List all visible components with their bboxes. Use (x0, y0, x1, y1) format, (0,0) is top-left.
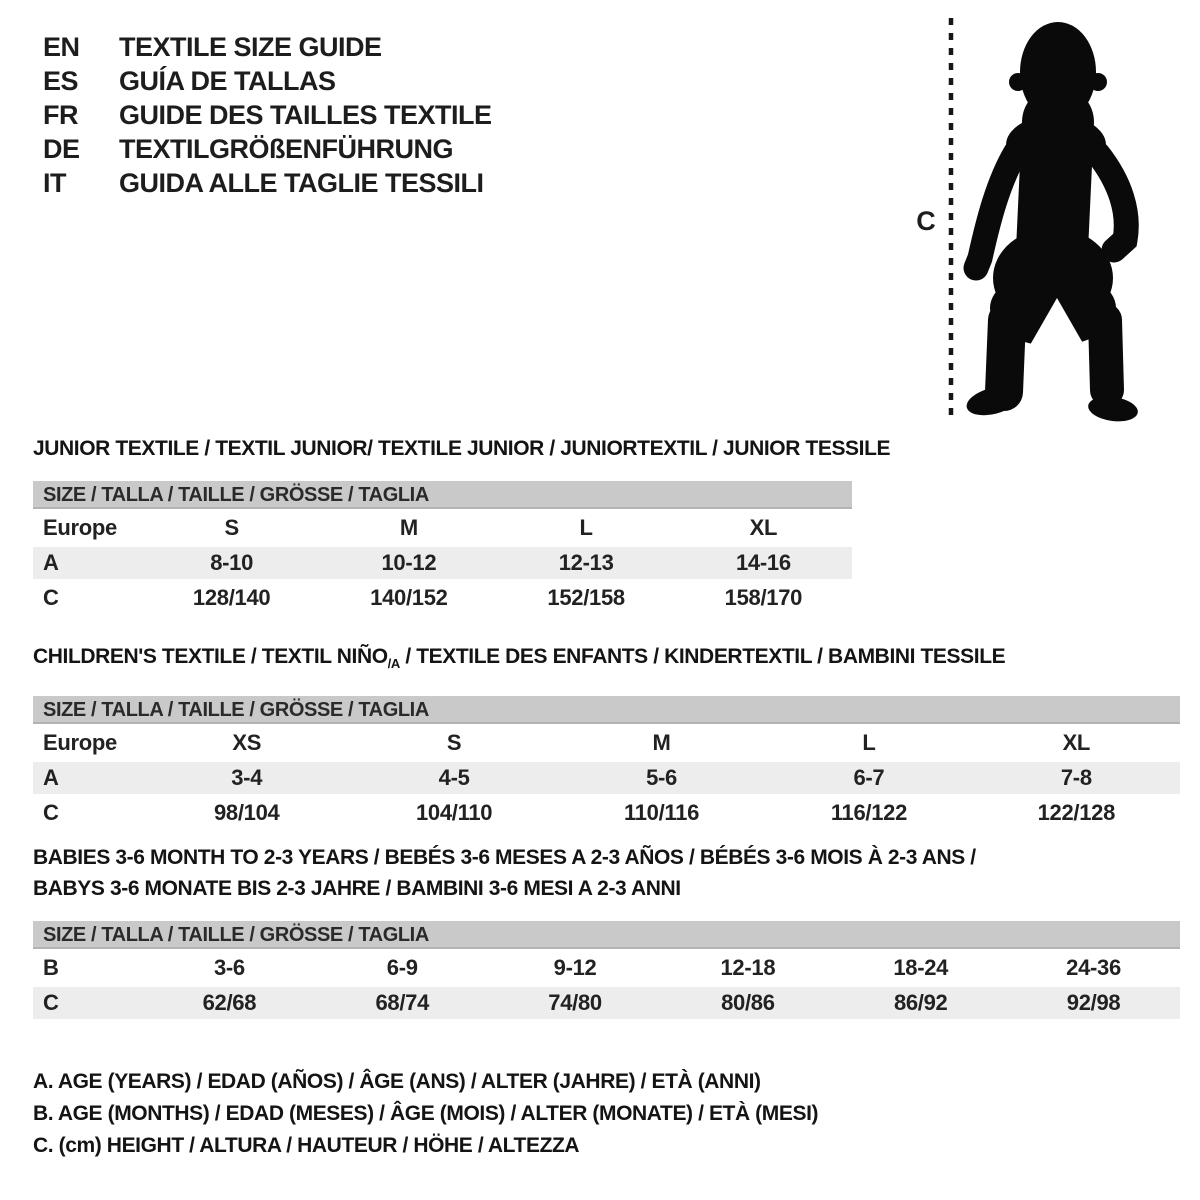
guide-title: GUÍA DE TALLAS (119, 66, 336, 96)
age-cell: 8-10 (210, 550, 254, 575)
height-cell: 104/110 (416, 800, 493, 825)
row-label: Europe (43, 515, 117, 540)
table-row (33, 582, 852, 614)
size-cell: L (862, 730, 876, 755)
language-row (43, 166, 492, 200)
guide-title: TEXTILE SIZE GUIDE (119, 32, 382, 62)
age-cell: 6-7 (853, 765, 885, 790)
language-code: ES (43, 66, 79, 96)
age-cell: 12-13 (558, 550, 614, 575)
section-title-subscript: /A (387, 656, 400, 671)
height-cell: 140/152 (370, 585, 448, 610)
table-row (33, 762, 1180, 794)
guide-title: GUIDA ALLE TAGLIE TESSILI (119, 168, 484, 198)
age-cell: 12-18 (720, 955, 776, 980)
section-title: JUNIOR TEXTILE / TEXTIL JUNIOR/ TEXTILE JUNIOR / JUNIORTEXTIL / JUNIOR TESSILE (33, 437, 891, 460)
size-cell: XL (1062, 730, 1091, 755)
section-title (33, 645, 1180, 676)
language-row (43, 64, 492, 98)
section-title-line2: BABYS 3-6 MONATE BIS 2-3 JAHRE / BAMBINI 3-6 MESI A 2-3 ANNI (33, 877, 681, 900)
height-measure-label: C (916, 206, 936, 236)
section-babies-textile (33, 846, 1180, 1019)
height-cell: 92/98 (1066, 990, 1121, 1015)
height-cell: 110/116 (624, 800, 700, 825)
guide-title: TEXTILGRÖßENFÜHRUNG (119, 134, 453, 164)
table-row (33, 727, 1180, 759)
height-cell: 68/74 (375, 990, 430, 1015)
table-row (33, 987, 1180, 1019)
language-row (43, 30, 492, 64)
size-header-bar: SIZE / TALLA / TAILLE / GRÖSSE / TAGLIA (33, 696, 1180, 724)
age-cell: 9-12 (553, 955, 597, 980)
language-row (43, 98, 492, 132)
height-cell: 116/122 (830, 800, 908, 825)
height-cell: 62/68 (202, 990, 257, 1015)
age-cell: 7-8 (1060, 765, 1092, 790)
age-cell: 10-12 (381, 550, 437, 575)
language-code: IT (43, 168, 66, 198)
age-cell: 24-36 (1066, 955, 1121, 980)
row-label: C (43, 800, 59, 825)
age-cell: 5-6 (646, 765, 677, 790)
row-label: A (43, 765, 59, 790)
language-row (43, 132, 492, 166)
size-cell: XS (232, 730, 262, 755)
height-cell: 158/170 (724, 585, 803, 610)
height-cell: 152/158 (547, 585, 625, 610)
height-cell: 80/86 (721, 990, 775, 1015)
section-title-line1: BABIES 3-6 MONTH TO 2-3 YEARS / BEBÉS 3-6 MESES A 2-3 AÑOS / BÉBÉS 3-6 MOIS À 2-3 ANS / (33, 846, 976, 869)
table-row (33, 952, 1180, 984)
size-cell: XL (749, 515, 778, 540)
row-label: A (43, 550, 59, 575)
size-cell: M (399, 515, 418, 540)
table-row (33, 512, 852, 544)
size-header-bar: SIZE / TALLA / TAILLE / GRÖSSE / TAGLIA (33, 481, 852, 509)
section-title-rest: / TEXTILE DES ENFANTS / KINDERTEXTIL / BAMBINI TESSILE (399, 645, 1006, 668)
footnote-b: B. AGE (MONTHS) / EDAD (MESES) / ÂGE (MOIS) / ALTER (MONATE) / ETÀ (MESI) (33, 1102, 819, 1125)
language-guide-list (43, 30, 492, 200)
language-code: DE (43, 134, 80, 164)
toddler-silhouette-icon (900, 10, 1160, 425)
table-row (33, 547, 852, 579)
footnote-c: C. (cm) HEIGHT / ALTURA / HAUTEUR / HÖHE / ALTEZZA (33, 1134, 580, 1157)
age-cell: 14-16 (735, 550, 791, 575)
language-code: FR (43, 100, 78, 130)
size-cell: L (579, 515, 593, 540)
height-cell: 128/140 (192, 585, 271, 610)
height-cell: 98/104 (213, 800, 280, 825)
height-cell: 122/128 (1037, 800, 1116, 825)
row-label: C (43, 585, 59, 610)
footnote-a: A. AGE (YEARS) / EDAD (AÑOS) / ÂGE (ANS) / ALTER (JAHRE) / ETÀ (ANNI) (33, 1070, 761, 1093)
section-childrens-textile (33, 645, 1180, 829)
age-cell: 3-4 (231, 765, 263, 790)
age-cell: 6-9 (386, 955, 418, 980)
row-label: C (43, 990, 59, 1015)
footnotes (33, 1066, 818, 1162)
guide-title: GUIDE DES TAILLES TEXTILE (119, 100, 492, 130)
table-row (33, 797, 1180, 829)
size-cell: S (224, 515, 239, 540)
language-code: EN (43, 32, 80, 62)
section-title-main: CHILDREN'S TEXTILE / TEXTIL NIÑO (33, 645, 388, 668)
row-label: B (43, 955, 59, 980)
size-cell: S (446, 730, 462, 755)
age-cell: 3-6 (213, 955, 245, 980)
size-header-bar: SIZE / TALLA / TAILLE / GRÖSSE / TAGLIA (33, 921, 1180, 949)
size-cell: M (652, 730, 671, 755)
age-cell: 18-24 (893, 955, 949, 980)
height-cell: 86/92 (893, 990, 948, 1015)
age-cell: 4-5 (438, 765, 470, 790)
section-junior-textile (33, 437, 891, 614)
row-label: Europe (43, 730, 117, 755)
height-cell: 74/80 (548, 990, 602, 1015)
